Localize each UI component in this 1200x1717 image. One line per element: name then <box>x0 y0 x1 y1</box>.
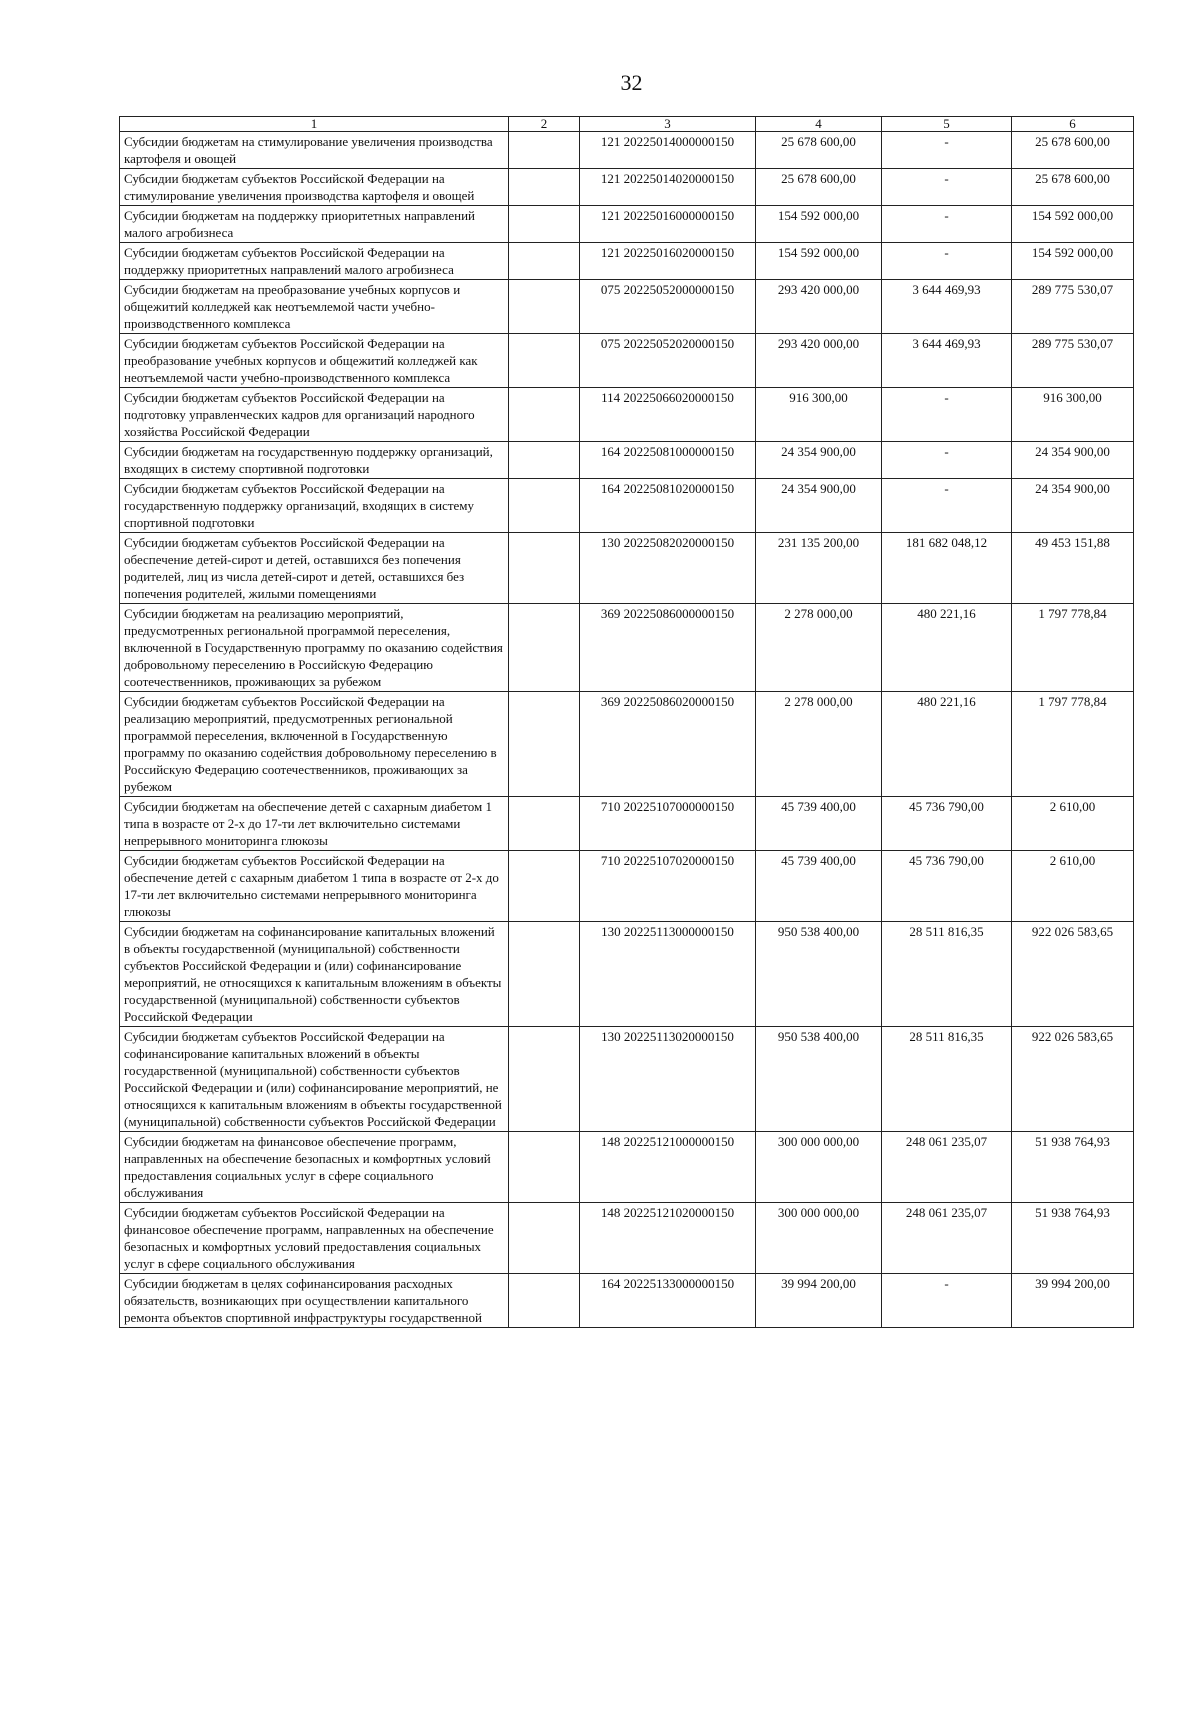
table-row <box>120 479 1134 533</box>
row-col4-cell: 45 739 400,00 <box>756 851 882 922</box>
row-col4-cell: 24 354 900,00 <box>756 442 882 479</box>
row-col5-cell: - <box>882 243 1012 280</box>
row-col2-cell <box>509 442 580 479</box>
row-code-cell: 148 20225121020000150 <box>580 1203 756 1274</box>
row-code-cell: 369 20225086020000150 <box>580 692 756 797</box>
row-col6-cell: 154 592 000,00 <box>1012 206 1134 243</box>
row-col6-cell: 922 026 583,65 <box>1012 1027 1134 1132</box>
row-name-cell: Субсидии бюджетам на государственную поддержку организаций, входящих в систему спортивной подготовки <box>120 442 509 479</box>
row-col5-cell: - <box>882 479 1012 533</box>
budget-table <box>119 116 1134 1328</box>
row-col6-cell: 2 610,00 <box>1012 797 1134 851</box>
row-col4-cell: 24 354 900,00 <box>756 479 882 533</box>
row-name-cell: Субсидии бюджетам в целях софинансирования расходных обязательств, возникающих при осуществлении капитального ремонта объектов спортивной инфраструктуры государственной <box>120 1274 509 1328</box>
column-header-3: 3 <box>580 117 756 132</box>
row-name-cell: Субсидии бюджетам субъектов Российской Федерации на софинансирование капитальных вложений в объекты государственной (муниципальной) собственности субъектов Российской Федерации и (или) софинансирование мероприятий, не относящихся к капитальным вложениям в объекты государственной (муниципальной) собственности субъектов Российской Федерации <box>120 1027 509 1132</box>
row-name-cell: Субсидии бюджетам субъектов Российской Федерации на преобразование учебных корпусов и общежитий колледжей как неотъемлемой части учебно-производственного комплекса <box>120 334 509 388</box>
table-row <box>120 797 1134 851</box>
row-col5-cell: 181 682 048,12 <box>882 533 1012 604</box>
row-col5-cell: 480 221,16 <box>882 604 1012 692</box>
table-row <box>120 169 1134 206</box>
table-row <box>120 1132 1134 1203</box>
row-col6-cell: 1 797 778,84 <box>1012 692 1134 797</box>
row-col2-cell <box>509 851 580 922</box>
row-code-cell: 130 20225113000000150 <box>580 922 756 1027</box>
row-col6-cell: 1 797 778,84 <box>1012 604 1134 692</box>
row-code-cell: 164 20225081000000150 <box>580 442 756 479</box>
row-col6-cell: 154 592 000,00 <box>1012 243 1134 280</box>
row-col6-cell: 24 354 900,00 <box>1012 479 1134 533</box>
row-name-cell: Субсидии бюджетам субъектов Российской Федерации на стимулирование увеличения производства картофеля и овощей <box>120 169 509 206</box>
row-name-cell: Субсидии бюджетам на финансовое обеспечение программ, направленных на обеспечение безопасных и комфортных условий предоставления социальных услуг в сфере социального обслуживания <box>120 1132 509 1203</box>
row-col5-cell: 28 511 816,35 <box>882 1027 1012 1132</box>
row-col4-cell: 300 000 000,00 <box>756 1132 882 1203</box>
row-col2-cell <box>509 1203 580 1274</box>
row-col5-cell: - <box>882 206 1012 243</box>
row-name-cell: Субсидии бюджетам на стимулирование увеличения производства картофеля и овощей <box>120 132 509 169</box>
row-col2-cell <box>509 280 580 334</box>
table-row <box>120 922 1134 1027</box>
row-code-cell: 121 20225014020000150 <box>580 169 756 206</box>
row-col6-cell: 2 610,00 <box>1012 851 1134 922</box>
row-col4-cell: 25 678 600,00 <box>756 132 882 169</box>
row-name-cell: Субсидии бюджетам субъектов Российской Федерации на государственную поддержку организаций, входящих в систему спортивной подготовки <box>120 479 509 533</box>
row-col2-cell <box>509 604 580 692</box>
row-name-cell: Субсидии бюджетам субъектов Российской Федерации на реализацию мероприятий, предусмотренных региональной программой переселения, включенной в Государственную программу по оказанию содействия добровольному переселению в Российскую Федерацию соотечественников, проживающих за рубежом <box>120 692 509 797</box>
row-code-cell: 075 20225052000000150 <box>580 280 756 334</box>
row-col4-cell: 39 994 200,00 <box>756 1274 882 1328</box>
row-col6-cell: 25 678 600,00 <box>1012 132 1134 169</box>
row-code-cell: 164 20225081020000150 <box>580 479 756 533</box>
table-row <box>120 604 1134 692</box>
row-code-cell: 121 20225016020000150 <box>580 243 756 280</box>
row-col5-cell: - <box>882 1274 1012 1328</box>
row-col5-cell: 248 061 235,07 <box>882 1203 1012 1274</box>
row-col4-cell: 231 135 200,00 <box>756 533 882 604</box>
page-number: 32 <box>620 70 643 95</box>
row-col2-cell <box>509 132 580 169</box>
row-name-cell: Субсидии бюджетам на реализацию мероприятий, предусмотренных региональной программой переселения, включенной в Государственную программу по оказанию содействия добровольному переселению в Российскую Федерацию соотечественников, проживающих за рубежом <box>120 604 509 692</box>
row-col2-cell <box>509 243 580 280</box>
row-code-cell: 121 20225016000000150 <box>580 206 756 243</box>
row-col6-cell: 289 775 530,07 <box>1012 334 1134 388</box>
row-col2-cell <box>509 334 580 388</box>
row-col4-cell: 154 592 000,00 <box>756 206 882 243</box>
row-col5-cell: 248 061 235,07 <box>882 1132 1012 1203</box>
row-col5-cell: - <box>882 169 1012 206</box>
table-row <box>120 851 1134 922</box>
column-header-6: 6 <box>1012 117 1134 132</box>
row-col2-cell <box>509 479 580 533</box>
row-col4-cell: 950 538 400,00 <box>756 1027 882 1132</box>
row-col4-cell: 2 278 000,00 <box>756 692 882 797</box>
row-col2-cell <box>509 797 580 851</box>
row-col4-cell: 950 538 400,00 <box>756 922 882 1027</box>
row-col6-cell: 25 678 600,00 <box>1012 169 1134 206</box>
row-code-cell: 710 20225107000000150 <box>580 797 756 851</box>
row-col2-cell <box>509 1274 580 1328</box>
column-header-4: 4 <box>756 117 882 132</box>
row-code-cell: 164 20225133000000150 <box>580 1274 756 1328</box>
row-col4-cell: 154 592 000,00 <box>756 243 882 280</box>
table-row <box>120 334 1134 388</box>
row-col2-cell <box>509 922 580 1027</box>
row-code-cell: 710 20225107020000150 <box>580 851 756 922</box>
row-col2-cell <box>509 692 580 797</box>
row-col4-cell: 293 420 000,00 <box>756 334 882 388</box>
row-name-cell: Субсидии бюджетам субъектов Российской Федерации на подготовку управленческих кадров для организаций народного хозяйства Российской Федерации <box>120 388 509 442</box>
row-col6-cell: 51 938 764,93 <box>1012 1203 1134 1274</box>
row-code-cell: 114 20225066020000150 <box>580 388 756 442</box>
row-col2-cell <box>509 206 580 243</box>
row-col4-cell: 45 739 400,00 <box>756 797 882 851</box>
table-row <box>120 1027 1134 1132</box>
row-code-cell: 148 20225121000000150 <box>580 1132 756 1203</box>
column-header-1: 1 <box>120 117 509 132</box>
row-col6-cell: 49 453 151,88 <box>1012 533 1134 604</box>
row-col6-cell: 51 938 764,93 <box>1012 1132 1134 1203</box>
row-name-cell: Субсидии бюджетам субъектов Российской Федерации на поддержку приоритетных направлений малого агробизнеса <box>120 243 509 280</box>
row-code-cell: 121 20225014000000150 <box>580 132 756 169</box>
column-header-2: 2 <box>509 117 580 132</box>
column-header-5: 5 <box>882 117 1012 132</box>
row-code-cell: 130 20225113020000150 <box>580 1027 756 1132</box>
row-col4-cell: 2 278 000,00 <box>756 604 882 692</box>
row-col5-cell: - <box>882 132 1012 169</box>
row-col5-cell: - <box>882 442 1012 479</box>
table-row <box>120 533 1134 604</box>
table-row <box>120 243 1134 280</box>
row-col2-cell <box>509 169 580 206</box>
row-name-cell: Субсидии бюджетам субъектов Российской Федерации на финансовое обеспечение программ, направленных на обеспечение безопасных и комфортных условий предоставления социальных услуг в сфере социального обслуживания <box>120 1203 509 1274</box>
row-name-cell: Субсидии бюджетам на поддержку приоритетных направлений малого агробизнеса <box>120 206 509 243</box>
table-body <box>120 132 1134 1328</box>
row-col2-cell <box>509 1027 580 1132</box>
row-col4-cell: 300 000 000,00 <box>756 1203 882 1274</box>
table-row <box>120 442 1134 479</box>
row-col4-cell: 25 678 600,00 <box>756 169 882 206</box>
row-col5-cell: 480 221,16 <box>882 692 1012 797</box>
row-col5-cell: 45 736 790,00 <box>882 797 1012 851</box>
row-name-cell: Субсидии бюджетам на преобразование учебных корпусов и общежитий колледжей как неотъемлемой части учебно-производственного комплекса <box>120 280 509 334</box>
row-col6-cell: 24 354 900,00 <box>1012 442 1134 479</box>
row-col2-cell <box>509 388 580 442</box>
row-code-cell: 369 20225086000000150 <box>580 604 756 692</box>
row-code-cell: 075 20225052020000150 <box>580 334 756 388</box>
table-row <box>120 206 1134 243</box>
row-name-cell: Субсидии бюджетам субъектов Российской Федерации на обеспечение детей с сахарным диабетом 1 типа в возрасте от 2-х до 17-ти лет включительно системами непрерывного мониторинга глюкозы <box>120 851 509 922</box>
row-col5-cell: 3 644 469,93 <box>882 280 1012 334</box>
table-row <box>120 692 1134 797</box>
row-col6-cell: 916 300,00 <box>1012 388 1134 442</box>
row-col2-cell <box>509 1132 580 1203</box>
row-name-cell: Субсидии бюджетам на обеспечение детей с сахарным диабетом 1 типа в возрасте от 2-х до 17-ти лет включительно системами непрерывного мониторинга глюкозы <box>120 797 509 851</box>
row-col6-cell: 39 994 200,00 <box>1012 1274 1134 1328</box>
table-row <box>120 132 1134 169</box>
row-col2-cell <box>509 533 580 604</box>
header-row <box>120 117 1134 132</box>
row-code-cell: 130 20225082020000150 <box>580 533 756 604</box>
table-row <box>120 388 1134 442</box>
row-col6-cell: 922 026 583,65 <box>1012 922 1134 1027</box>
row-col5-cell: - <box>882 388 1012 442</box>
row-col4-cell: 293 420 000,00 <box>756 280 882 334</box>
row-col5-cell: 45 736 790,00 <box>882 851 1012 922</box>
table-row <box>120 1274 1134 1328</box>
row-col4-cell: 916 300,00 <box>756 388 882 442</box>
row-col5-cell: 28 511 816,35 <box>882 922 1012 1027</box>
row-name-cell: Субсидии бюджетам на софинансирование капитальных вложений в объекты государственной (муниципальной) собственности субъектов Российской Федерации и (или) софинансирование мероприятий, не относящихся к капитальным вложениям в объекты государственной (муниципальной) собственности субъектов Российской Федерации <box>120 922 509 1027</box>
row-col6-cell: 289 775 530,07 <box>1012 280 1134 334</box>
table-row <box>120 1203 1134 1274</box>
table-row <box>120 280 1134 334</box>
row-col5-cell: 3 644 469,93 <box>882 334 1012 388</box>
row-name-cell: Субсидии бюджетам субъектов Российской Федерации на обеспечение детей-сирот и детей, оставшихся без попечения родителей, лиц из числа детей-сирот и детей, оставшихся без попечения родителей, жилыми помещениями <box>120 533 509 604</box>
